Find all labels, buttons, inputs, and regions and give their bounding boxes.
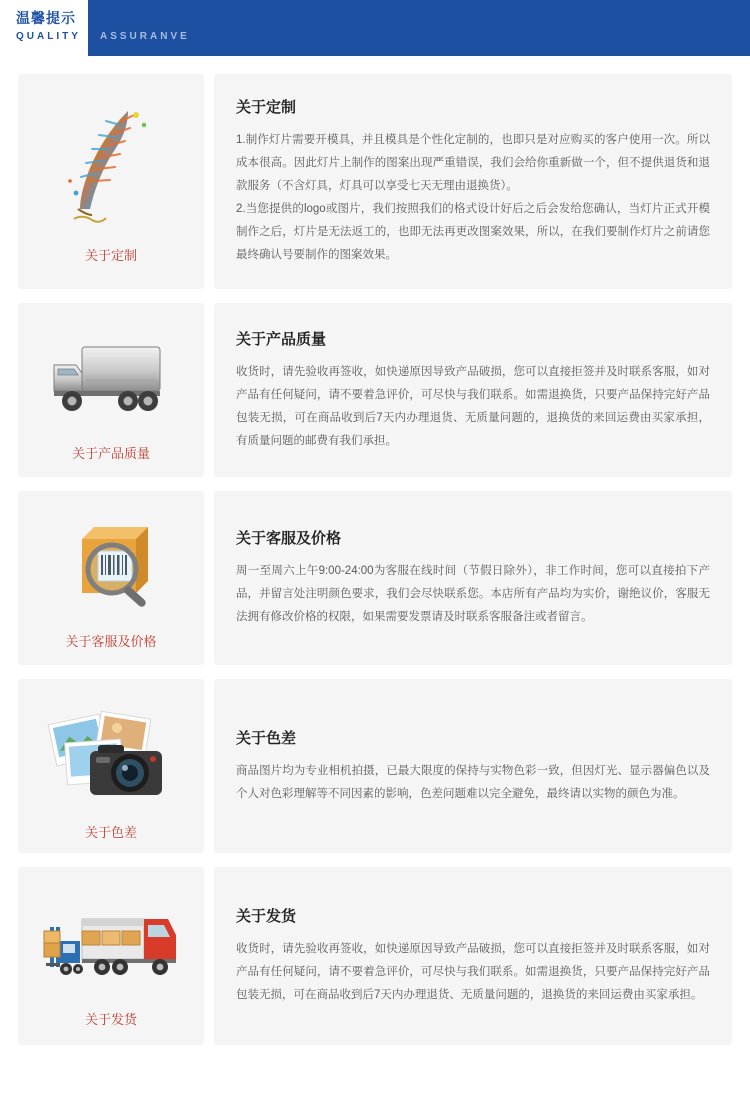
section-paragraph: 1.制作灯片需要开模具，并且模具是个性化定制的，也即只是对应购买的客户使用一次。所以成本很高。因此灯片上制作的图案出现严重错误，我们会给你重新做一个，但不提供退货和退款服务（不含灯具，灯具可以享受七天无理由退换货）。 [236,134,710,192]
delivery-truck-icon [36,317,186,435]
banner-title: 温馨提示 [16,10,76,26]
section-caption: 关于产品质量 [71,445,150,461]
section-caption: 关于客服及价格 [65,633,157,649]
section-panel [214,867,732,1045]
section-thumb [18,867,204,1045]
header-banner [0,0,750,56]
section-title: 关于客服及价格 [236,530,342,547]
section-panel [214,679,732,853]
banner-subtitle-assurance: ASSURANVE [100,31,190,42]
section-panel [214,303,732,477]
section-paragraph: 商品图片均为专业相机拍摄，已最大限度的保持与实物色彩一致，但因灯光、显示器偏色以及个人对色彩理解等不同因素的影响，色差问题难以完全避免，最终请以实物的颜色为准。 [236,764,710,800]
section-title: 关于定制 [236,99,297,116]
section-paragraph: 周一至周六上午9:00-24:00为客服在线时间（节假日除外），非工作时间，您可以直接拍下产品，并留言处注明颜色要求，我们会尽快联系您。本店所有产品均为实价，谢绝议价，客服无法拥有修改价格的权限，如果需要发票请及时联系客服备注或者留言。 [236,565,710,623]
section-color-difference [18,679,732,853]
section-thumb [18,679,204,853]
parcel-magnifier-icon [36,505,186,623]
section-thumb [18,303,204,477]
section-service-price [18,491,732,665]
camera-photos-icon [36,689,186,814]
section-paragraph: 收货时，请先验收再签收，如快递原因导致产品破损，您可以直接拒签并及时联系客服，如对产品有任何疑问，请不要着急评价，可尽快与我们联系。如需退换货，只要产品保持完好产品包装无损，可在商品收到后7天内办理退货、无质量问题的，退换货的来回运费由买家承担。 [236,943,710,1001]
section-title: 关于色差 [236,729,297,747]
section-shipping [18,867,732,1045]
section-panel [214,491,732,665]
section-paragraph: 收货时，请先验收再签收，如快递原因导致产品破损，您可以直接拒签并及时联系客服，如对产品有任何疑问，请不要着急评价，可尽快与我们联系。如需退换货，只要产品保持完好产品包装无损，可在商品收到后7天内办理退货、无质量问题的，退换货的来回运费由买家承担，有质量问题的邮费有我们承担。 [236,365,710,447]
section-customization [18,74,732,289]
section-caption: 关于定制 [84,248,137,263]
section-thumb [18,491,204,665]
sections-container [0,56,750,1071]
banner-subtitle-quality: QUALITY [16,31,81,42]
section-product-quality [18,303,732,477]
section-caption: 关于色差 [84,825,137,840]
feather-quill-icon [36,97,186,237]
section-panel [214,74,732,289]
section-caption: 关于发货 [84,1011,137,1027]
section-paragraph: 2.当您提供的logo或图片，我们按照我们的格式设计好后之后会发给您确认，当灯片正式开模制作之后，灯片是无法返工的，也即无法再更改图案效果，所以，在我们要制作灯片之前请您最终确认号要制作的图案效果。 [236,203,710,261]
forklift-truck-icon [36,883,186,1001]
section-thumb [18,74,204,289]
section-title: 关于发货 [236,908,297,925]
section-title: 关于产品质量 [236,330,327,348]
